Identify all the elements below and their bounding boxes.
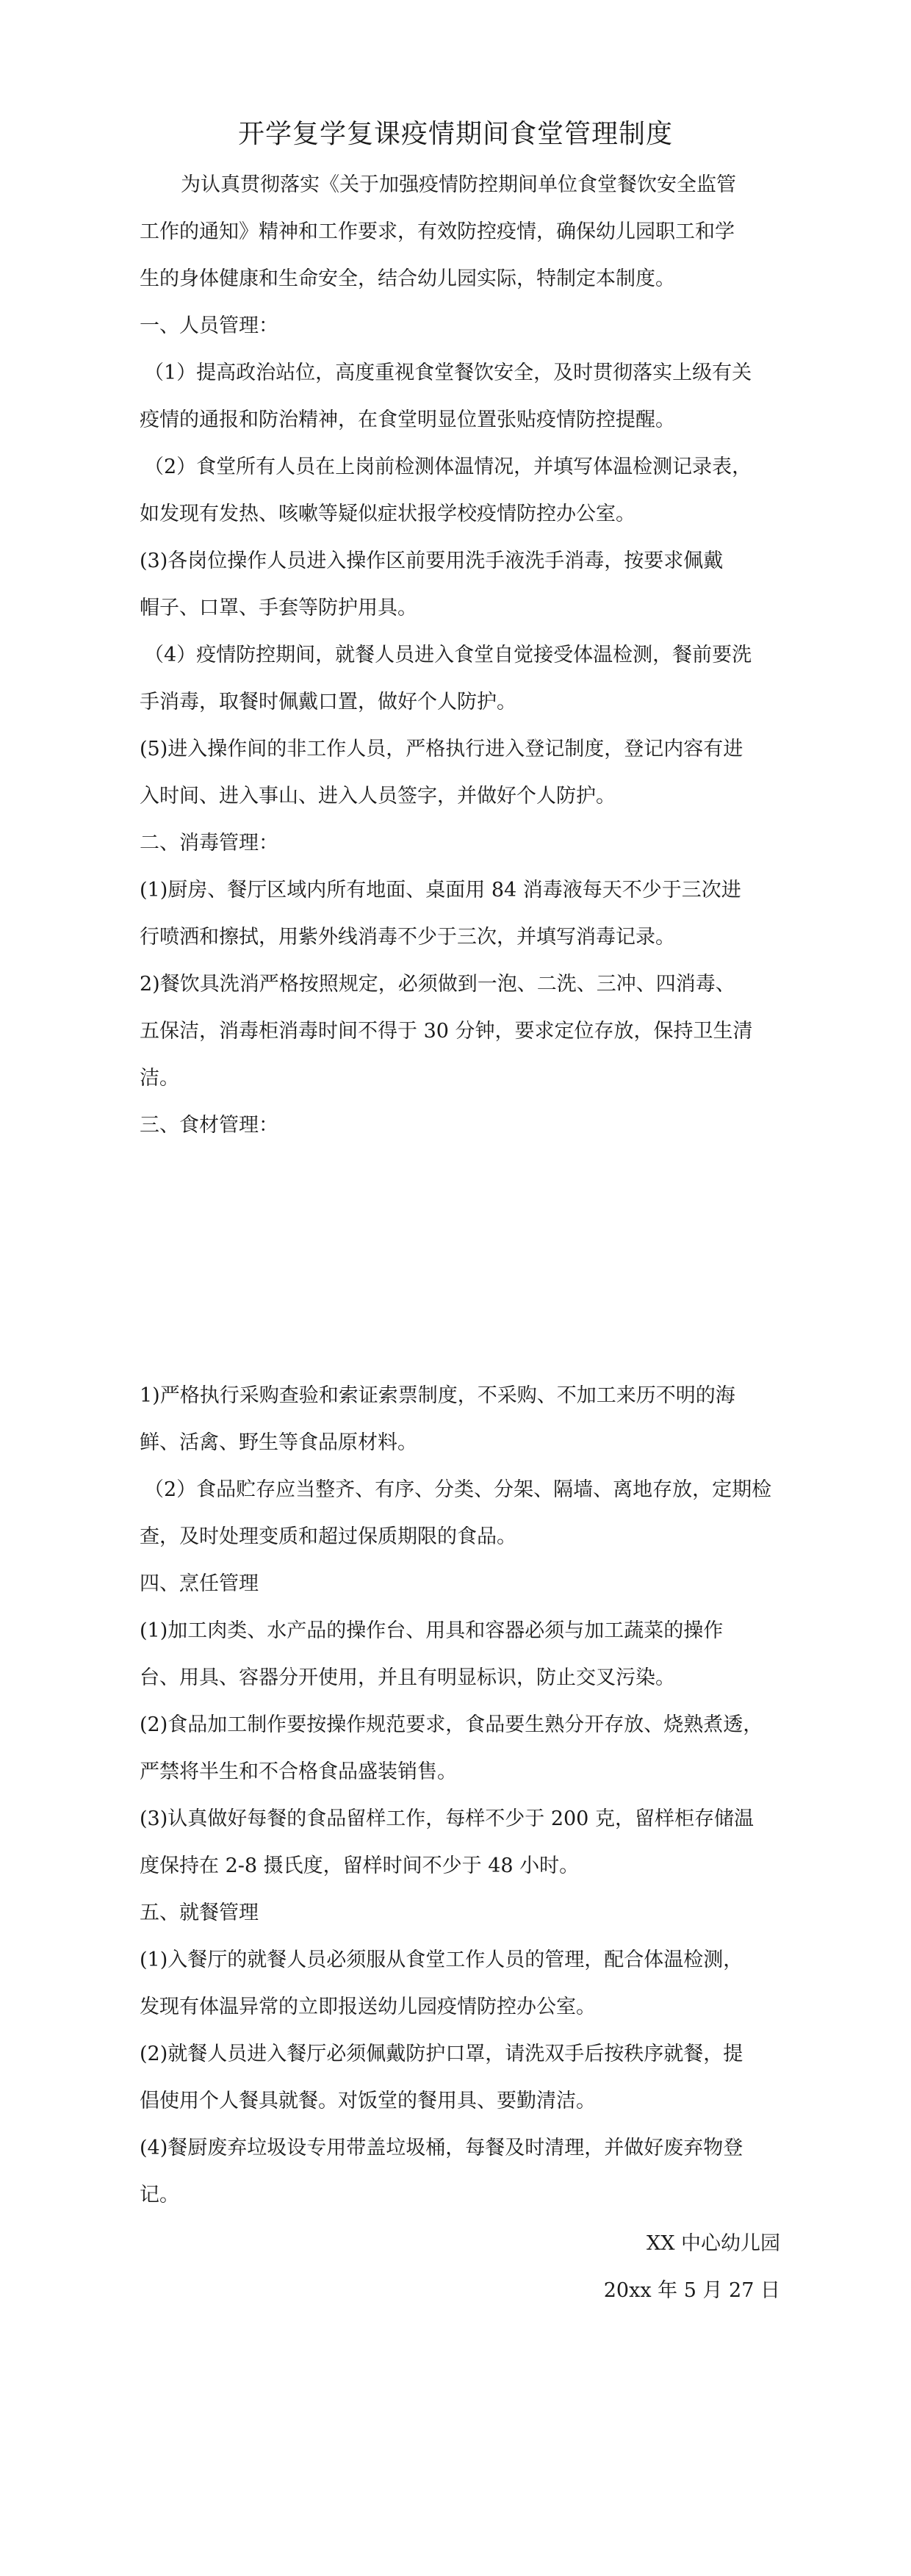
paragraph-line: (3)认真做好每餐的食品留样工作，每样不少于 200 克，留样柜存储温 [140,1807,754,1830]
paragraph-line: (3)各岗位操作人员进入操作区前要用洗手液洗手消毒，按要求佩戴 [140,550,724,572]
paragraph-line: 入时间、进入事山、进入人员签字，并做好个人防护。 [140,785,616,807]
paragraph-line: 手消毒，取餐时佩戴口置，做好个人防护。 [140,691,516,713]
paragraph-line: （1）提高政治站位，高度重视食堂餐饮安全，及时贯彻落实上级有关 [144,361,752,384]
paragraph-line: 严禁将半生和不合格食品盛装销售。 [140,1760,457,1783]
intro-line: 为认真贯彻落实《关于加强疫情防控期间单位食堂餐饮安全监管 [181,173,736,196]
signature-organization: XX 中心幼儿园 [646,2232,780,2255]
paragraph-line: 倡使用个人餐具就餐。对饭堂的餐用具、要勤清洁。 [140,2090,596,2112]
paragraph-line: 1)严格执行采购查验和索证索票制度，不采购、不加工来历不明的海 [140,1384,735,1407]
paragraph-line: 度保持在 2-8 摄氏度，留样时间不少于 48 小时。 [140,1854,580,1877]
paragraph-line: 疫情的通报和防治精神，在食堂明显位置张贴疫情防控提醒。 [140,409,675,431]
paragraph-line: 记。 [140,2184,179,2206]
signature-date: 20xx 年 5 月 27 日 [603,2279,780,2302]
paragraph-line: 行喷洒和擦拭，用紫外线消毒不少于三次，并填写消毒记录。 [140,926,675,949]
paragraph-line: (5)进入操作间的非工作人员，严格执行进入登记制度，登记内容有进 [140,738,743,760]
paragraph-line: 2)餐饮具洗消严格按照规定，必须做到一泡、二洗、三冲、四消毒、 [140,973,735,996]
paragraph-line: 洁。 [140,1067,179,1090]
paragraph-line: 台、用具、容器分开使用，并且有明显标识，防止交叉污染。 [140,1666,675,1689]
section-heading-cooking: 四、烹任管理 [140,1572,259,1595]
paragraph-line: 五保洁，消毒柜消毒时间不得于 30 分钟，要求定位存放，保持卫生清 [140,1020,753,1043]
paragraph-line: （4）疫情防控期间，就餐人员进入食堂自觉接受体温检测，餐前要洗 [144,644,752,666]
paragraph-line: (1)加工肉类、水产品的操作台、用具和容器必须与加工蔬菜的操作 [140,1619,724,1642]
paragraph-line: (2)就餐人员进入餐厅必须佩戴防护口罩，请洗双手后按秩序就餐，提 [140,2043,743,2065]
paragraph-line: (2)食品加工制作要按操作规范要求，食品要生熟分开存放、烧熟煮透， [140,1713,763,1736]
document-title: 开学复学复课疫情期间食堂管理制度 [237,119,673,149]
paragraph-line: (1)入餐厅的就餐人员必须服从食堂工作人员的管理，配合体温检测， [140,1949,743,1971]
paragraph-line: (1)厨房、餐厅区域内所有地面、桌面用 84 消毒液每天不少于三次进 [140,879,741,902]
paragraph-line: 帽子、口罩、手套等防护用具。 [140,597,417,619]
section-heading-personnel: 一、人员管理： [140,314,278,337]
paragraph-line: （2）食品贮存应当整齐、有序、分类、分架、隔墙、离地存放，定期检 [144,1478,772,1501]
section-heading-disinfection: 二、消毒管理： [140,832,278,855]
intro-line: 生的身体健康和生命安全，结合幼儿园实际，特制定本制度。 [140,267,675,290]
section-heading-dining: 五、就餐管理 [140,1902,259,1924]
paragraph-line: 查，及时处理变质和超过保质期限的食品。 [140,1525,516,1548]
paragraph-line: 如发现有发热、咳嗽等疑似症状报学校疫情防控办公室。 [140,503,635,525]
paragraph-line: 发现有体温异常的立即报送幼儿园疫情防控办公室。 [140,1996,596,2018]
intro-line: 工作的通知》精神和工作要求，有效防控疫情，确保幼儿园职工和学 [140,220,735,243]
paragraph-line: (4)餐厨废弃垃圾设专用带盖垃圾桶，每餐及时清理，并做好废弃物登 [140,2137,743,2159]
paragraph-line: （2）食堂所有人员在上岗前检测体温情况，并填写体温检测记录表， [144,456,752,478]
section-heading-ingredients: 三、食材管理： [140,1114,278,1137]
paragraph-line: 鲜、活禽、野生等食品原材料。 [140,1431,417,1454]
